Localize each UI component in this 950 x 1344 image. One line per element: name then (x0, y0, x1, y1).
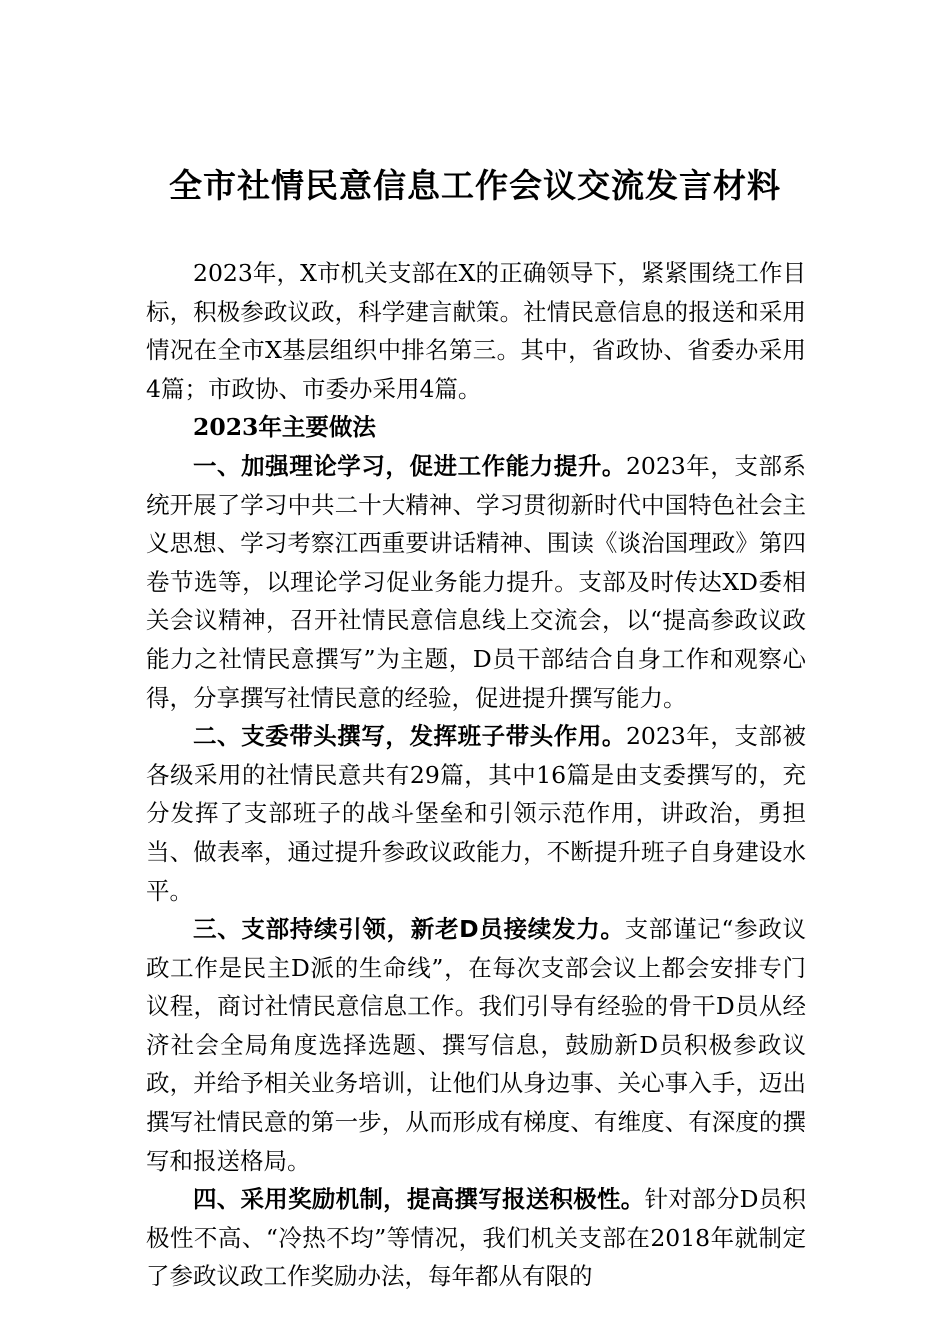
item-paragraph-3 (146, 910, 806, 1180)
item-paragraph-2 (146, 717, 806, 910)
intro-paragraph: 2023年，X市机关支部在X的正确领导下，紧紧围绕工作目标，积极参政议政，科学建言献策。社情民意信息的报送和采用情况在全市X基层组织中排名第三。其中，省政协、省委办采用4篇；市政协、市委办采用4篇。 (146, 259, 806, 403)
item-text-2: 2023年，支部被各级采用的社情民意共有29篇，其中16篇是由支委撰写的，充分发挥了支部班子的战斗堡垒和引领示范作用，讲政治，勇担当、做表率，通过提升参政议政能力，不断提升班子自身建设水平。 (146, 722, 807, 905)
item-lead-1: 一、加强理论学习，促进工作能力提升。 (193, 451, 626, 480)
item-lead-4: 四、采用奖励机制，提高撰写报送积极性。 (193, 1185, 645, 1214)
item-lead-3: 三、支部持续引领，新老D员接续发力。 (193, 915, 625, 944)
item-text-4: 针对部分D员积极性不高、“冷热不均”等情况，我们机关支部在2018年就制定了参政议政工作奖励办法，每年都从有限的 (146, 1185, 807, 1291)
document-title: 全市社情民意信息工作会议交流发言材料 (169, 166, 781, 205)
item-text-3: 支部谨记“参政议政工作是民主D派的生命线”，在每次支部会议上都会安排专门议程，商讨社情民意信息工作。我们引导有经验的骨干D员从经济社会全局角度选择选题、撰写信息，鼓励新D员积极参政议政，并给予相关业务培训，让他们从身边事、关心事入手，迈出撰写社情民意的第一步，从而形成有梯度、有维度、有深度的撰写和报送格局。 (146, 915, 806, 1175)
item-lead-2: 二、支委带头撰写，发挥班子带头作用。 (193, 722, 626, 751)
section-heading: 2023年主要做法 (193, 413, 376, 442)
item-text-1: 2023年，支部系统开展了学习中共二十大精神、学习贯彻新时代中国特色社会主义思想、学习考察江西重要讲话精神、围读《谈治国理政》第四卷节选等，以理论学习促业务能力提升。支部及时传达XD委相关会议精神，召开社情民意信息线上交流会，以“提高参政议政能力之社情民意撰写”为主题，D员干部结合自身工作和观察心得，分享撰写社情民意的经验，促进提升撰写能力。 (146, 451, 807, 712)
item-paragraph-4 (146, 1180, 806, 1296)
item-paragraph-1 (146, 447, 806, 717)
document-body (146, 254, 806, 1296)
